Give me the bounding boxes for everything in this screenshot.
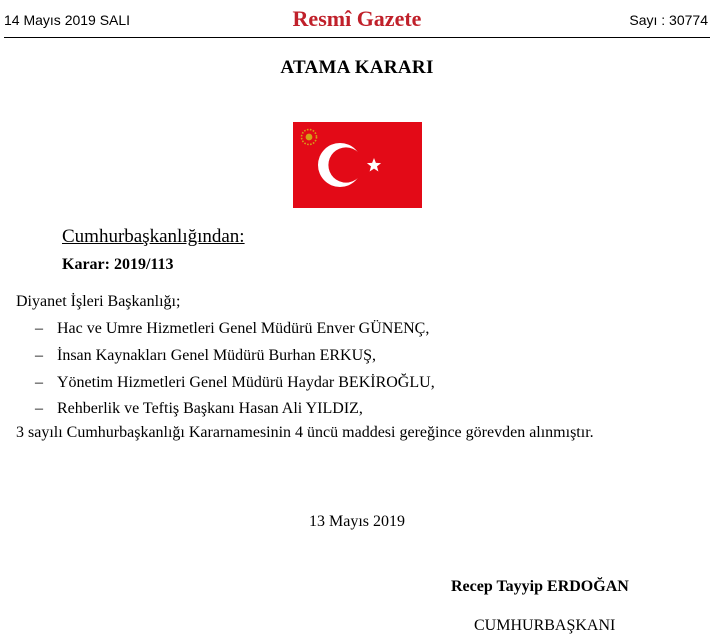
document-title: ATAMA KARARI: [280, 57, 434, 78]
issuer: Cumhurbaşkanlığından:: [62, 226, 245, 247]
list-dash: –: [35, 347, 43, 364]
list-dash: –: [35, 374, 43, 391]
signer-title: CUMHURBAŞKANI: [474, 617, 616, 634]
closing-sentence: 3 sayılı Cumhurbaşkanlığı Kararnamesinin 4 üncü maddesi gereğince görevden alınmıştır.: [16, 424, 594, 441]
flag-crescent-inner: [328, 147, 363, 182]
list-item: [35, 320, 429, 338]
decision-date: 13 Mayıs 2019: [309, 513, 405, 530]
signer-name: Recep Tayyip ERDOĞAN: [451, 578, 629, 595]
gazette-name: Resmî Gazete: [292, 6, 422, 31]
list-item-text: Rehberlik ve Teftiş Başkanı Hasan Ali YILDIZ,: [57, 400, 363, 417]
list-item: [35, 400, 363, 418]
header-date: 14 Mayıs 2019 SALI: [4, 12, 131, 28]
list-item-text: Yönetim Hizmetleri Genel Müdürü Haydar BEKİROĞLU,: [57, 374, 435, 391]
list-dash: –: [35, 320, 43, 337]
list-dash: –: [35, 400, 43, 417]
decision-number: Karar: 2019/113: [62, 256, 174, 273]
turkish-flag-icon: [293, 122, 422, 208]
issue-number: Sayı : 30774: [629, 12, 708, 28]
list-item-text: İnsan Kaynakları Genel Müdürü Burhan ERKUŞ,: [57, 347, 377, 364]
header-divider: [4, 37, 710, 38]
list-item-text: Hac ve Umre Hizmetleri Genel Müdürü Enver GÜNENÇ,: [57, 320, 430, 337]
list-item: [35, 347, 376, 365]
list-item: [35, 374, 435, 392]
institution-line: Diyanet İşleri Başkanlığı;: [16, 293, 181, 310]
